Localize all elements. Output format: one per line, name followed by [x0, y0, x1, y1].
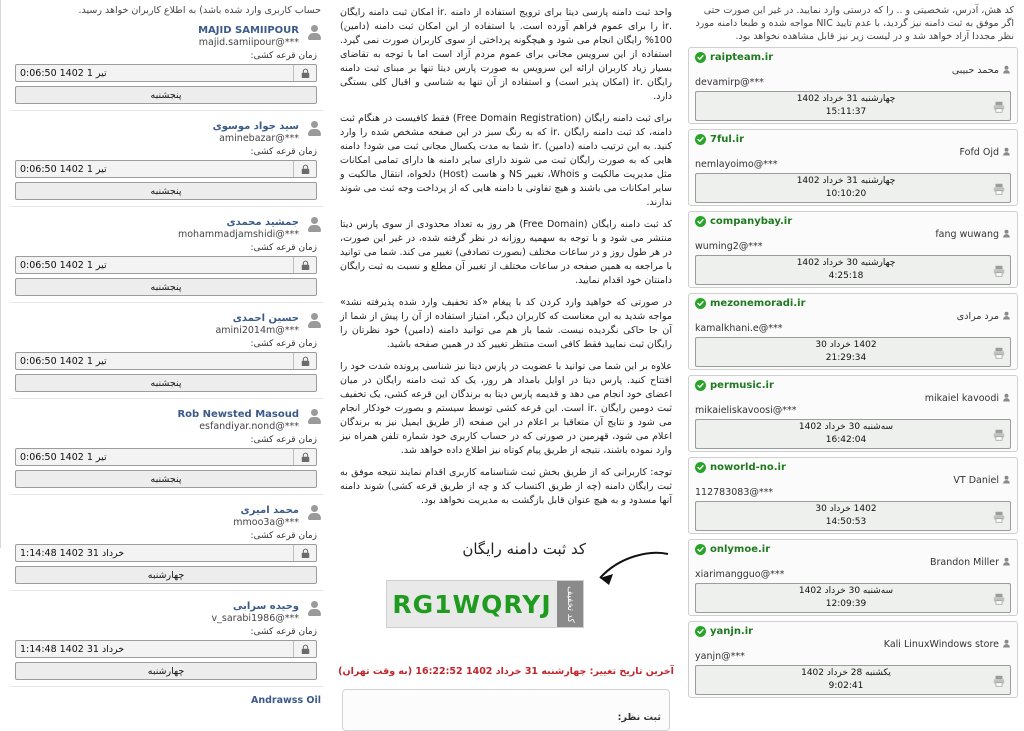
winner-date-box [695, 665, 1011, 695]
lock-icon [296, 162, 314, 176]
participant-email: majid.samiipour@*** [198, 37, 299, 48]
winners-column [682, 0, 1024, 691]
participant-name: محمد امیری [240, 505, 299, 516]
winner-date-box [695, 583, 1011, 613]
winner-card [688, 539, 1018, 616]
lottery-time-label: زمان قرعه کشی: [250, 243, 317, 253]
winner-person [695, 147, 1011, 158]
winner-person-name: Brandon Miller [929, 557, 999, 568]
left-top-note: حساب کاربری وارد شده باشد) به اطلاع کاربران خواهد رسید. [78, 5, 321, 16]
avatar [307, 505, 321, 521]
printer-icon[interactable] [992, 427, 1006, 441]
winner-domain[interactable]: 7ful.ir [710, 134, 745, 145]
winner-person-name: fang wuwang [935, 229, 999, 240]
participant-name: MAJID SAMIIPOUR [198, 25, 299, 36]
printer-icon[interactable] [992, 181, 1006, 195]
last-update-text: آخرین تاریخ تغییر: چهارشنبه 31 خرداد 1402 16:22:52 (به وقت تهران) [338, 666, 674, 677]
winner-domain[interactable]: yanjn.ir [710, 626, 754, 637]
participant-email: esfandiyar.nond@*** [199, 421, 299, 432]
lock-icon [296, 354, 314, 368]
lottery-time-box [15, 352, 317, 370]
lottery-day-box [15, 182, 317, 200]
article-paragraph: واحد ثبت دامنه پارسی دیتا برای ترویج استفاده از دامنه .ir امکان ثبت دامنه رایگان .ir را برای عموم فراهم آورده است. با استفاده از این امکان ثبت دامنه (دامین) 100% رایگان انجام می شود و هیچگونه پرداختی از سوی کاربران صورت نمی گیرد. استفاده از این سرویس مجانی برای عموم مردم آزاد است اما با توجه به تقاضای بسیار زیاد کاربران ارائه این سرویس به صورت پارس دیتا تنها بر مبنای ثبت دامنه رایگان .ir (امکان پذیر است) و استفاده از آن تنها به شناسی و اقبال کلی بستگی دارد. [340, 7, 672, 102]
winner-domain[interactable]: onlymoe.ir [710, 544, 771, 555]
comment-box[interactable] [342, 689, 670, 731]
winner-time: 15:11:37 [825, 107, 867, 117]
winner-date-box [695, 337, 1011, 367]
winner-email: kamalkhani.e@*** [695, 323, 783, 334]
winner-person-name: محمد حبیبی [951, 65, 999, 76]
coupon-stub-label: کد تخفیف [557, 581, 583, 627]
article-paragraph: توجه: کاربرانی که از طریق بخش ثبت شناسنامه کاربری اقدام نمایند نتیجه موفق به ثبت رایگان دامنه (چه از طریق اکتساب کد و چه از طریق قرعه کشی) شوند دامنه آنها مسدود و به هیچ عنوان قابل بازگشت به مدیریت نخواهد بود. [340, 467, 672, 506]
avatar [307, 121, 321, 137]
lottery-time-value: 0:06:50 1402 تیر 1 [20, 355, 107, 367]
winner-email: wuming2@*** [695, 241, 763, 252]
winner-domain[interactable]: mezonemoradi.ir [710, 298, 806, 309]
participant-card [9, 501, 323, 591]
winner-email: nemlayoimo@*** [695, 159, 778, 170]
winner-card [688, 47, 1018, 124]
participant-card [9, 117, 323, 207]
printer-icon[interactable] [992, 345, 1006, 359]
lottery-day-value: چهارشنبه [147, 665, 185, 677]
lottery-day-box [15, 662, 317, 680]
winner-datetime [700, 257, 992, 283]
coupon-code[interactable]: RG1WQRYJ [392, 589, 552, 619]
winner-time: 21:29:34 [825, 353, 867, 363]
winner-date-box [695, 173, 1011, 203]
arrow-icon [580, 550, 672, 596]
participant-card [9, 21, 323, 111]
winner-datetime [700, 93, 992, 119]
winner-day: چهارشنبه 30 خرداد 1402 [796, 258, 896, 268]
right-top-note: کد هش، آدرس، شخصیتی و .. را که درستی وارد نمایید. در غیر این صورت حتی اگر موفق به ثبت دامنه نیز گردید، با عدم تایید NIC مواجه شده و طبعا دامنه مورد نظر مجددا آزاد خواهد شد و در لیست زیر نیز قابل مشاهده نخواهد بود. [695, 5, 1014, 42]
participant-email: aminebazar@*** [219, 133, 299, 144]
lottery-time-box [15, 544, 317, 562]
check-icon [695, 298, 706, 309]
winner-datetime [700, 667, 992, 693]
lottery-time-label: زمان قرعه کشی: [250, 435, 317, 445]
article-column [330, 0, 682, 723]
winner-person [695, 311, 1011, 322]
winner-email: xiarimangguo@*** [695, 569, 785, 580]
winner-time: 9:02:41 [828, 681, 864, 691]
check-icon [695, 626, 706, 637]
winner-time: 10:10:20 [825, 189, 867, 199]
winner-person [695, 393, 1011, 404]
lottery-day-box [15, 470, 317, 488]
participant-name: حسین احمدی [232, 313, 299, 324]
coupon-area [330, 540, 682, 660]
discount-coupon [386, 580, 584, 628]
winner-date-box [695, 419, 1011, 449]
avatar [307, 409, 321, 425]
avatar [307, 217, 321, 233]
participant-partial-name: Andrawss Oil [251, 695, 321, 706]
winner-time: 4:25:18 [828, 271, 864, 281]
lottery-time-label: زمان قرعه کشی: [250, 51, 317, 61]
participant-name: جمشید محمدی [226, 217, 299, 228]
lottery-time-box [15, 64, 317, 82]
winner-datetime [700, 421, 992, 447]
lottery-day-value: پنجشنبه [150, 377, 182, 389]
lottery-time-box [15, 256, 317, 274]
lottery-time-value: 0:06:50 1402 تیر 1 [20, 259, 107, 271]
lottery-time-value: 1:14:48 1402 خرداد 31 [20, 547, 125, 559]
check-icon [695, 462, 706, 473]
participant-list [1, 21, 331, 687]
participant-name: سید جواد موسوی [212, 121, 299, 132]
participant-email: amini2014m@*** [215, 325, 299, 336]
printer-icon[interactable] [992, 673, 1006, 687]
winner-card [688, 621, 1018, 698]
winner-email: devamirp@*** [695, 77, 764, 88]
check-icon [695, 216, 706, 227]
winner-person-name: مرد مرادی [956, 311, 999, 322]
participant-email: mohammadjamshidi@*** [177, 229, 299, 240]
winner-time: 12:09:39 [825, 599, 867, 609]
winner-time: 14:50:53 [825, 517, 867, 527]
winner-person [695, 639, 1011, 650]
winner-person [695, 229, 1011, 240]
lottery-day-box [15, 86, 317, 104]
lottery-time-label: زمان قرعه کشی: [250, 147, 317, 157]
winner-person [695, 475, 1011, 486]
avatar [307, 313, 321, 329]
winner-day: 1402 خرداد 30 [815, 504, 877, 514]
lottery-time-label: زمان قرعه کشی: [250, 531, 317, 541]
printer-icon[interactable] [992, 99, 1006, 113]
check-icon [695, 544, 706, 555]
winner-domain[interactable]: raipteam.ir [710, 52, 774, 63]
article-paragraph: برای ثبت دامنه رایگان (Free Domain Registration) فقط کافیست در هنگام ثبت دامنه، کد ثبت دامنه رایگان .ir که به رنگ سبز در این صفحه مشخص شده را وارد کنید. به این ترتیب دامنه (دامین) .ir شما به مدت یکسال مجانی ثبت می شود! دامنه هایی که به صورت رایگان ثبت می شوند دارای سایر دامنه ها دارای تمامی امکانات مثل مدیریت مالکیت و Whois، تغییر NS و هاست (Host) دلخواه، انتقال مالکیت و سایر امکانات می باشند و هیچ تفاوتی با دامنه هایی که از پرداخت وجه ثبت می شوند ندارند. [340, 113, 673, 208]
article-body [330, 0, 682, 522]
lottery-time-label: زمان قرعه کشی: [250, 339, 317, 349]
winner-day: سه‌شنبه 30 خرداد 1402 [798, 422, 894, 432]
winner-list [682, 47, 1024, 698]
winner-domain[interactable]: permusic.ir [710, 380, 774, 391]
participant-name: Rob Newsted Masoud [177, 409, 299, 420]
lottery-time-box [15, 448, 317, 466]
winner-card [688, 129, 1018, 206]
lock-icon [296, 546, 314, 560]
lock-icon [296, 642, 314, 656]
lottery-day-box [15, 566, 317, 584]
comment-title: ثبت نظر: [617, 712, 661, 723]
winner-day: 1402 خرداد 30 [815, 340, 877, 350]
winner-day: چهارشنبه 31 خرداد 1402 [796, 94, 896, 104]
lottery-day-box [15, 278, 317, 296]
winner-card [688, 457, 1018, 534]
article-paragraph: کد ثبت دامنه رایگان (Free Domain) هر روز به تعداد محدودی از سوی پارس دیتا منتشر می شود و با توجه به سهمیه روزانه در نظر گرفته شده، در غیر این صورت، در هر طول روز و در ساعات مختلف (بصورت تصادفی) تغییر می کند. شما می توانید با مراجعه به همین صفحه در ساعات مختلف از تغییر آن مطلع و نسبت به ثبت رایگان دامنتان خود اقدام نمایید. [340, 219, 672, 286]
participant-name: وحیده سرابی [232, 601, 299, 612]
winner-day: چهارشنبه 31 خرداد 1402 [796, 176, 896, 186]
winner-person [695, 557, 1011, 568]
winner-card [688, 375, 1018, 452]
participant-card [9, 597, 323, 687]
lock-icon [296, 258, 314, 272]
article-paragraph: علاوه بر این شما می توانید با عضویت در پارس دیتا نیز شناسی پرونده شدت خود را افتتاح کنید. پارس دیتا در اوایل بامداد هر روز، یک کد ثبت دامنه رایگان در میان اعضای خود انجام می دهد و قدیمه پارس دیتا به برندگان این قرعه کشی، یک تخفیف ثبت دومین رایگان .ir است. این قرعه کشی توسط سیستم و بصورت خودکار انجام می شود و نتایج آن متعاقبا بر اعلام در این صفحه (از طریق ایمیل نیز به برندگان اعلام می شود، قهرمین در صورتی که در حساب کاربری خود شماره تلفن همراه نیز وارد نموده باشند، نتیجه از طریق پیام کوتاه نیز اطلاع داده خواهد شد. [340, 361, 672, 456]
lottery-time-label: زمان قرعه کشی: [250, 627, 317, 637]
winner-email: mikaieliskavoosi@*** [695, 405, 797, 416]
handwritten-note: کد ثبت دامنه رایگان [462, 540, 586, 558]
avatar [307, 601, 321, 617]
lottery-time-value: 0:06:50 1402 تیر 1 [20, 451, 107, 463]
winner-email: 112783083@*** [695, 487, 774, 498]
article-paragraph: در صورتی که خواهید وارد کردن کد با پیغام «کد تخفیف وارد شده پذیرفته نشد» مواجه شدید به این معناست که کاربران دیگر، امتیاز استفاده از آن را پیش از شما از آن جا حاکی نگردیده نیست. شما باز هم می توانید دامنه (دامین) خود نظرتان را رایگان ثبت نمایید فقط کافی است منتظر تغییر کد در همین صفحه باشید. [340, 297, 672, 350]
participant-email: v_sarabi1986@*** [211, 613, 299, 624]
printer-icon[interactable] [992, 263, 1006, 277]
participant-card [9, 213, 323, 303]
lottery-time-box [15, 640, 317, 658]
participant-card [9, 405, 323, 495]
lottery-day-value: چهارشنبه [147, 569, 185, 581]
winner-datetime [700, 339, 992, 365]
winner-person-name: Kali LinuxWindows store [883, 639, 999, 650]
winner-date-box [695, 255, 1011, 285]
winner-person-name: mikaiel kavoodi [924, 393, 999, 404]
winner-person [695, 65, 1011, 76]
check-icon [695, 134, 706, 145]
winner-email: yanjn@*** [695, 651, 745, 662]
printer-icon[interactable] [992, 509, 1006, 523]
winner-card [688, 211, 1018, 288]
lottery-day-value: پنجشنبه [150, 473, 182, 485]
winner-date-box [695, 501, 1011, 531]
winner-time: 16:42:04 [825, 435, 867, 445]
printer-icon[interactable] [992, 591, 1006, 605]
winner-day: سه‌شنبه 30 خرداد 1402 [798, 586, 894, 596]
participants-column [0, 0, 331, 706]
lottery-time-value: 0:06:50 1402 تیر 1 [20, 163, 107, 175]
check-icon [695, 52, 706, 63]
lottery-day-value: پنجشنبه [150, 89, 182, 101]
winner-datetime [700, 503, 992, 529]
avatar [307, 25, 321, 41]
lottery-time-value: 1:14:48 1402 خرداد 31 [20, 643, 125, 655]
check-icon [695, 380, 706, 391]
lottery-time-box [15, 160, 317, 178]
winner-domain[interactable]: companybay.ir [710, 216, 793, 227]
lottery-day-value: پنجشنبه [150, 185, 182, 197]
winner-person-name: VT Daniel [953, 475, 999, 486]
participant-email: mmoo3a@*** [233, 517, 299, 528]
winner-datetime [700, 175, 992, 201]
winner-datetime [700, 585, 992, 611]
lock-icon [296, 450, 314, 464]
lottery-time-value: 0:06:50 1402 تیر 1 [20, 67, 107, 79]
winner-person-name: Fofd Ojd [959, 147, 999, 158]
lock-icon [296, 66, 314, 80]
winner-domain[interactable]: noworld-no.ir [710, 462, 786, 473]
participant-card [9, 309, 323, 399]
lottery-day-box [15, 374, 317, 392]
winner-day: یکشنبه 28 خرداد 1402 [801, 668, 891, 678]
winner-date-box [695, 91, 1011, 121]
lottery-day-value: پنجشنبه [150, 281, 182, 293]
winner-card [688, 293, 1018, 370]
